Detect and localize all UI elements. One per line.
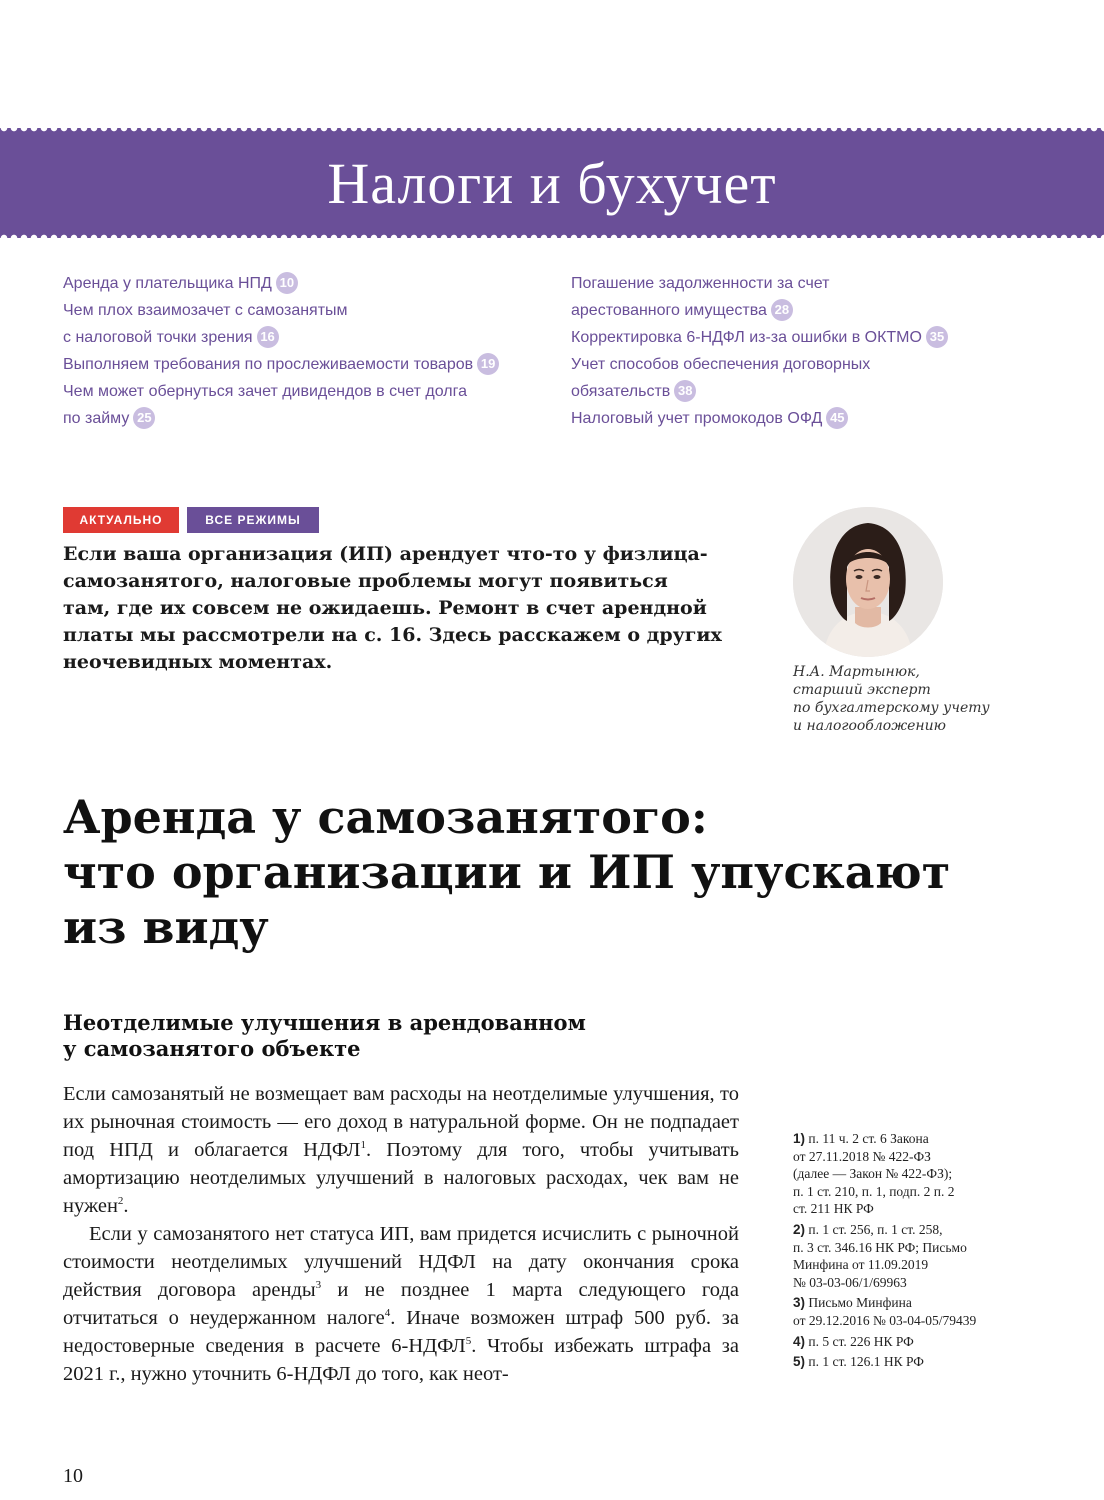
footnote-number: 5) — [793, 1354, 806, 1370]
footnote-text: п. 1 ст. 210, п. 1, подп. 2 п. 2 — [793, 1183, 955, 1199]
lead-line: неочевидных моментах. — [63, 651, 333, 673]
toc-item[interactable] — [63, 297, 543, 351]
body-text: . Чтобы избежать штрафа за 2021 г., нужно уточнить 6-НДФЛ до того, как неот- — [63, 1335, 739, 1385]
article-body — [63, 1080, 739, 1388]
article-title — [63, 790, 1023, 955]
toc-item[interactable] — [571, 324, 1071, 351]
lead-line: самозанятого, налоговые проблемы могут появиться — [63, 570, 668, 592]
article-title-line: из виду — [63, 900, 269, 954]
tag-actual: АКТУАЛЬНО — [63, 507, 179, 533]
author-portrait-illustration — [793, 507, 943, 657]
footnote — [793, 1294, 1033, 1329]
page-number: 10 — [63, 1465, 83, 1487]
section-banner — [0, 128, 1104, 238]
toc-item-label: Корректировка 6-НДФЛ из-за ошибки в ОКТМО — [571, 329, 922, 346]
toc-page-badge: 25 — [133, 407, 155, 429]
footnote — [793, 1130, 1033, 1218]
author-role: и налогообложению — [793, 718, 946, 734]
footnote-ref: 3 — [315, 1279, 322, 1292]
author-caption — [793, 663, 1033, 735]
toc-page-badge: 10 — [276, 272, 298, 294]
footnote-text: п. 11 ч. 2 ст. 6 Закона — [808, 1131, 929, 1146]
lead-paragraph — [63, 541, 753, 676]
article-subheading — [63, 1010, 703, 1062]
article-tags — [63, 507, 319, 533]
body-text: . Иначе возможен штраф 500 руб. за недостоверные сведения в расчете 6-НДФЛ — [63, 1307, 739, 1357]
toc-page-badge: 45 — [826, 407, 848, 429]
body-text: Если у самозанятого нет статуса ИП, вам придется исчислить с рыночной стоимости неотделимых улучшений НДФЛ на дату окончания срока действия договора аренды — [63, 1223, 739, 1301]
toc-page-badge: 19 — [477, 353, 499, 375]
footnote-text: ст. 211 НК РФ — [793, 1201, 874, 1217]
toc-item-label: Учет способов обеспечения договорных — [571, 356, 871, 373]
body-text: . Поэтому для того, чтобы учитывать амортизацию неотделимых улучшений в налоговых расходах, чек вам не нужен — [63, 1139, 740, 1217]
toc-page-badge: 28 — [771, 299, 793, 321]
toc-item[interactable] — [63, 351, 543, 378]
body-text: и не позднее 1 марта следующего года отчитаться о неудержанном налоге — [63, 1279, 739, 1329]
toc-item-label: Аренда у плательщика НПД — [63, 275, 272, 292]
toc-item-label: по займу — [63, 410, 130, 427]
footnote — [793, 1333, 1033, 1351]
footnote-number: 3) — [793, 1295, 806, 1311]
toc-page-badge: 16 — [257, 326, 279, 348]
author-photo — [793, 507, 943, 657]
tag-all-modes: ВСЕ РЕЖИМЫ — [187, 507, 319, 533]
lead-line: Если ваша организация (ИП) арендует что-то у физлица- — [63, 543, 708, 565]
footnote-text: Письмо Минфина — [808, 1295, 912, 1311]
footnote-text: Минфина от 11.09.2019 — [793, 1257, 929, 1273]
toc-right-column — [571, 270, 1071, 432]
footnote-ref: 4 — [384, 1307, 391, 1320]
toc-page-badge: 35 — [926, 326, 948, 348]
author-role: старший эксперт — [793, 682, 931, 698]
toc-item-label: с налоговой точки зрения — [63, 329, 253, 346]
footnote-text: п. 1 ст. 256, п. 1 ст. 258, — [808, 1221, 943, 1237]
article-title-line: что организации и ИП упускают — [63, 845, 951, 899]
footnote-number: 1) — [793, 1131, 806, 1146]
toc-item[interactable] — [63, 270, 543, 297]
footnote-text: п. 3 ст. 346.16 НК РФ; Письмо — [793, 1239, 967, 1255]
lead-line: там, где их совсем не ожидаешь. Ремонт в счет арендной — [63, 597, 707, 619]
toc-left-column — [63, 270, 543, 432]
footnote-number: 4) — [793, 1333, 806, 1349]
footnote-text: от 27.11.2018 № 422-ФЗ — [793, 1148, 931, 1164]
body-paragraph — [63, 1080, 739, 1220]
footnote-text: п. 5 ст. 226 НК РФ — [808, 1333, 914, 1349]
footnote-text: от 29.12.2016 № 03-04-05/79439 — [793, 1312, 977, 1328]
footnote-text: (далее — Закон № 422-ФЗ); — [793, 1166, 953, 1182]
toc-item-label: Налоговый учет промокодов ОФД — [571, 410, 823, 427]
author-name: Н.А. Мартынюк, — [793, 664, 920, 680]
footnote — [793, 1353, 1033, 1371]
toc-item[interactable] — [571, 351, 1071, 405]
footnote-ref: 2 — [117, 1195, 124, 1208]
footnote-number: 2) — [793, 1221, 806, 1237]
footnotes — [793, 1130, 1033, 1374]
footnote — [793, 1221, 1033, 1291]
subheading-line: у самозанятого объекте — [63, 1036, 361, 1061]
footnote-text: п. 1 ст. 126.1 НК РФ — [808, 1354, 924, 1370]
lead-line: платы мы рассмотрели на с. 16. Здесь расскажем о других — [63, 624, 722, 646]
body-text: Если самозанятый не возмещает вам расходы на неотделимые улучшения, то их рыночная стоимость — его доход в натуральной форме. Он не подпадает под НПД и облагается НДФЛ — [63, 1083, 739, 1161]
subheading-line: Неотделимые улучшения в арендованном — [63, 1010, 586, 1035]
body-text: . — [123, 1195, 129, 1217]
toc-item-label: Чем может обернуться зачет дивидендов в счет долга — [63, 383, 468, 400]
toc-item[interactable] — [571, 405, 1071, 432]
section-title: Налоги и бухучет — [327, 151, 777, 216]
toc-item-label: Погашение задолженности за счет — [571, 275, 830, 292]
article-title-line: Аренда у самозанятого: — [63, 790, 708, 844]
toc-item-label: арестованного имущества — [571, 302, 767, 319]
author-role: по бухгалтерскому учету — [793, 700, 990, 716]
toc-item-label: Чем плох взаимозачет с самозанятым — [63, 302, 348, 319]
footnote-ref: 5 — [465, 1335, 472, 1348]
body-paragraph — [63, 1220, 739, 1388]
toc-item[interactable] — [571, 270, 1071, 324]
toc-item-label: обязательств — [571, 383, 671, 400]
toc-page-badge: 38 — [674, 380, 696, 402]
toc-item-label: Выполняем требования по прослеживаемости товаров — [63, 356, 474, 373]
footnote-text: № 03-03-06/1/69963 — [793, 1274, 907, 1290]
footnote-ref: 1 — [360, 1139, 366, 1152]
toc-item[interactable] — [63, 378, 543, 432]
